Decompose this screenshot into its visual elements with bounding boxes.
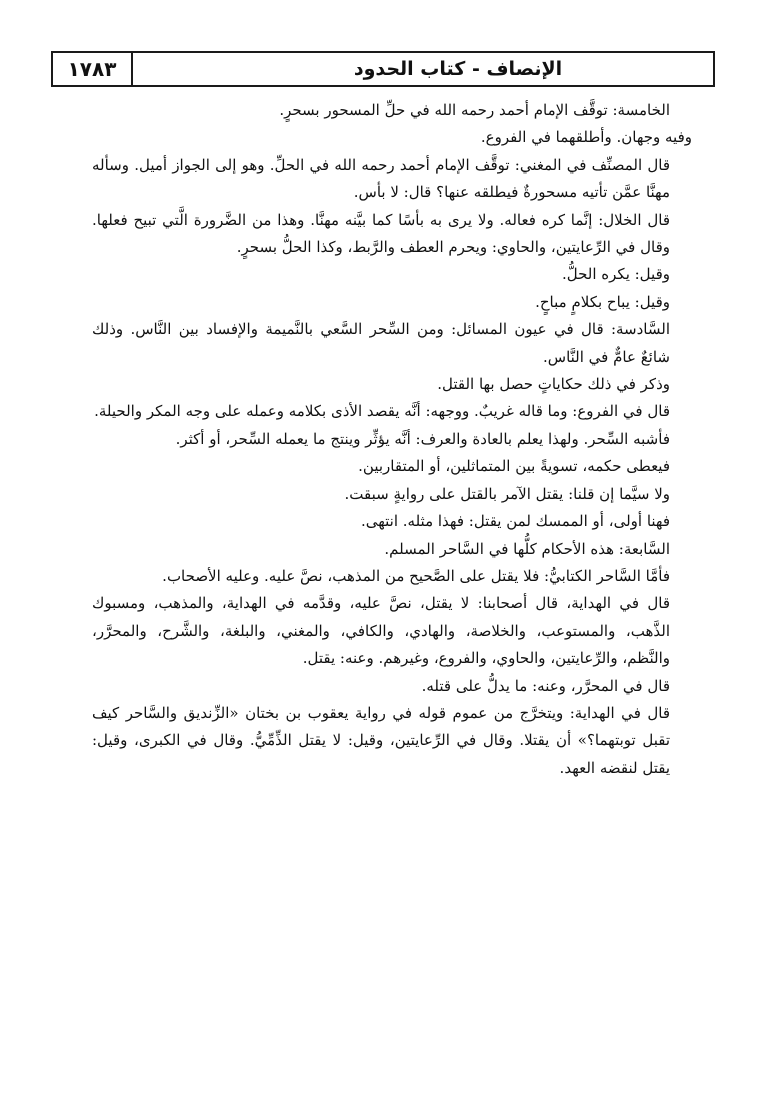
paragraph: وذكر في ذلك حكاياتٍ حصل بها القتل. [437,375,670,394]
page-header [51,51,715,87]
paragraph: وقيل: يكره الحلُّ. [561,265,670,284]
page-number: ١٧٨٣ [53,53,133,85]
paragraph: السَّادسة: قال في عيون المسائل: ومن السِّحر السَّعي بالنَّميمة والإفساد بين النَّاس. وذلك شائعٌ عامٌّ في النَّاس. [92,320,670,366]
paragraph: قال في الهداية، قال أصحابنا: لا يقتل، نصَّ عليه، وقدَّمه في الهداية، والمذهب، ومسبوك الذَّهب، والمستوعب، والخلاصة، والهادي، والكافي، والمغني، والبلغة، والشَّرح، والمحرَّر، والنَّظم، والرِّعايتين، والحاوي، والفروع، وغيرهم. وعنه: يقتل. [92,594,670,668]
paragraph: قال في الهداية: ويتخرَّج من عموم قوله في رواية يعقوب بن بختان «الزِّنديق والسَّاحر كيف تقبل توبتهما؟» أن يقتلا. وقال في الرِّعايتين، وقيل: لا يقتل الذِّمِّيُّ. وقال في الكبرى، وقيل: يقتل لنقضه العهد. [92,703,670,777]
paragraph: الخامسة: توقَّف الإمام أحمد رحمه الله في حلِّ المسحور بسحرٍ. [279,101,670,119]
paragraph: قال المصنِّف في المغني: توقَّف الإمام أحمد رحمه الله في الحلِّ. وهو إلى الجواز أميل. وسأله مهنَّا عمَّن تأتيه مسحورةٌ فيطلقه عنها؟ قال: لا بأس. [92,155,670,202]
body-text [92,97,692,782]
paragraph: فيعطى حكمه، تسويةً بين المتماثلين، أو المتقاربين. [358,457,670,476]
paragraph: فأمَّا السَّاحر الكتابيُّ: فلا يقتل على الصَّحيح من المذهب، نصَّ عليه. وعليه الأصحاب. [162,566,670,585]
paragraph: قال في الفروع: وما قاله غريبٌ. ووجهه: أنَّه يقصد الأذى بكلامه وعمله على وجه المكر والحيلة. [94,402,670,421]
paragraph: قال في المحرَّر، وعنه: ما يدلُّ على قتله. [421,676,670,695]
paragraph: قال الخلال: إنَّما كره فعاله. ولا يرى به بأسًا كما بيَّنه مهنَّا. وهذا من الضَّرورة الَّتي تبيح فعلها. وقال في الرِّعايتين، والحاوي: ويحرم العطف والرَّبط، وكذا الحلُّ بسحرٍ. [92,210,670,257]
paragraph: وقيل: يباح بكلامٍ مباحٍ. [535,292,670,311]
paragraph: فأشبه السِّحر. ولهذا يعلم بالعادة والعرف: أنَّه يؤثِّر وينتج ما يعمله السِّحر، أو أكثر. [175,429,670,448]
running-title: الإنصاف - كتاب الحدود [353,58,563,80]
paragraph: وفيه وجهان. وأطلقهما في الفروع. [480,128,692,147]
paragraph: السَّابعة: هذه الأحكام كلُّها في السَّاحر المسلم. [384,539,670,558]
paragraph: ولا سيَّما إن قلنا: يقتل الآمر بالقتل على روايةٍ سبقت. [344,484,670,503]
paragraph: فهنا أولى، أو الممسك لمن يقتل: فهذا مثله. انتهى. [360,512,670,531]
